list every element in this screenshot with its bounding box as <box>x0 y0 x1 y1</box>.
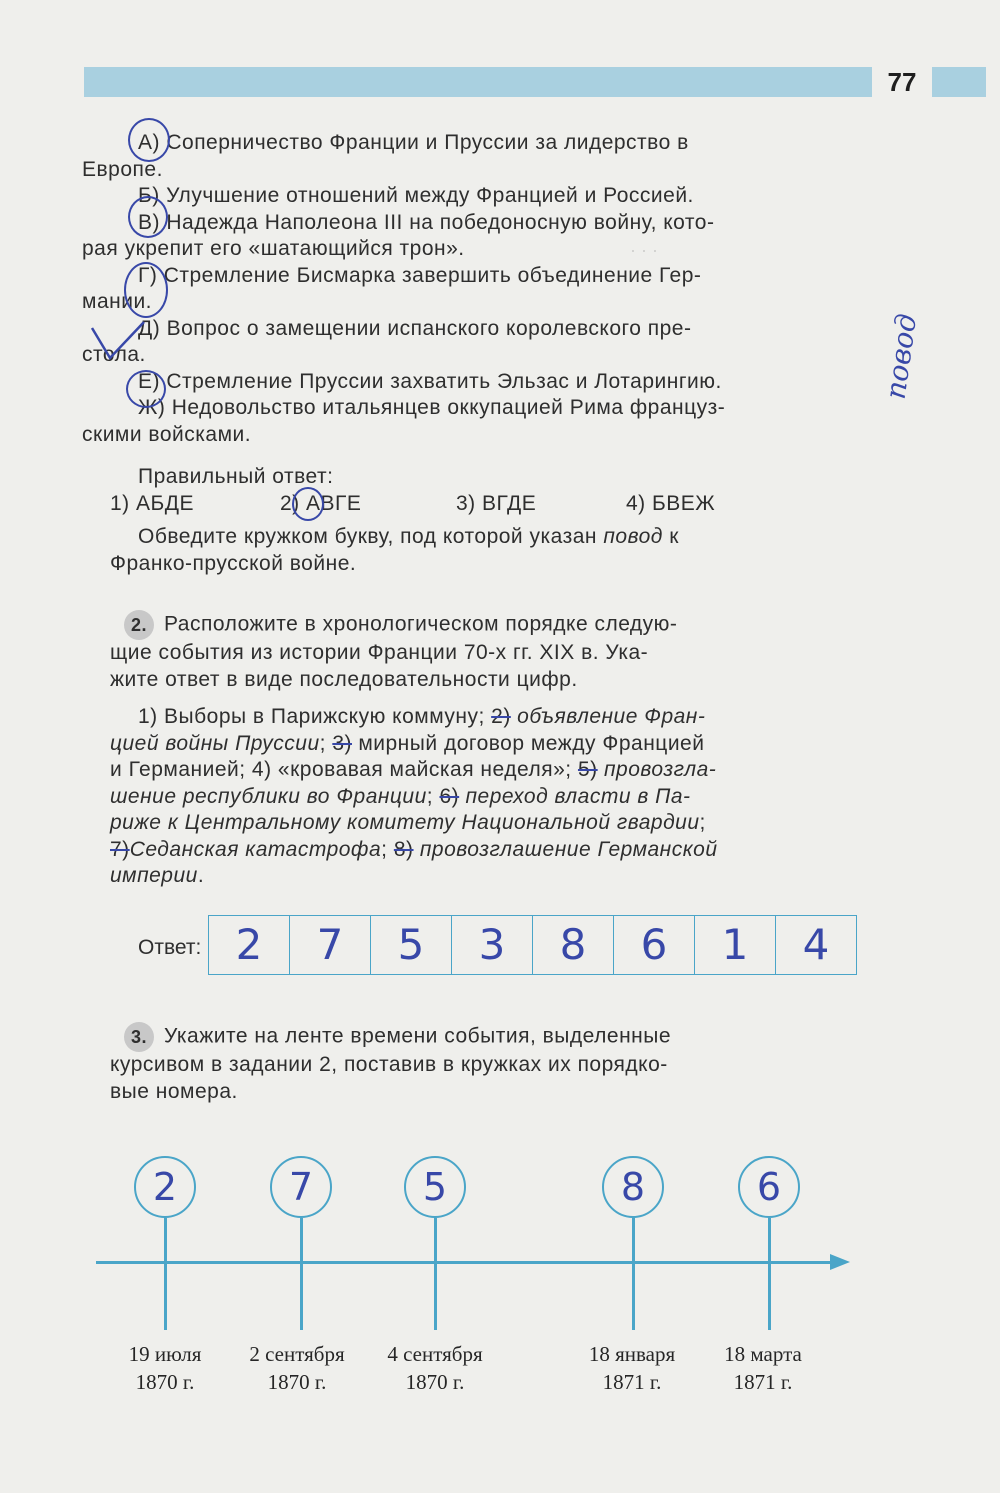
date-day: 19 июля <box>128 1342 202 1366</box>
event-number: 8) <box>393 837 414 861</box>
event-number: 5) <box>577 758 598 781</box>
prompt-text: вые номера. <box>110 1079 238 1103</box>
option-text: Улучшение отношений между Францией и Россией. <box>166 184 694 207</box>
instruction-italic: повод <box>603 525 663 548</box>
answer-choice: 4) БВЕЖ <box>626 491 716 515</box>
event-5: провозгла- <box>597 758 717 781</box>
option-cont: скими войсками. <box>82 422 252 446</box>
timeline-tick <box>632 1218 635 1330</box>
timeline-tick <box>434 1218 437 1330</box>
answer-cell[interactable]: 6 <box>614 916 695 974</box>
timeline-date <box>557 1340 707 1396</box>
event-1: 1) Выборы в Парижскую коммуну; <box>138 705 492 728</box>
pen-circle-e <box>126 370 166 408</box>
answer-cell[interactable]: 4 <box>802 920 830 969</box>
event-3-4: и Германией; 4) «кровавая майская неделя»; <box>110 758 578 781</box>
timeline-circle[interactable]: 7 <box>270 1156 332 1218</box>
pen-checkmark-icon <box>88 318 148 364</box>
date-day: 18 марта <box>724 1342 802 1366</box>
answer-choice: 3) ВГДЕ <box>456 491 537 515</box>
answer-cell[interactable]: 3 <box>452 916 533 974</box>
option-cont: Европе. <box>82 157 163 181</box>
answer-choice: 1) АБДЕ <box>110 491 195 515</box>
date-year: 1871 г. <box>602 1370 662 1394</box>
task2-prompt <box>110 610 880 693</box>
pen-circle-v <box>128 196 168 238</box>
timeline-date <box>360 1340 510 1396</box>
option-letter: А) <box>138 131 160 154</box>
option-letter: Г) <box>138 263 158 287</box>
timeline-date <box>222 1340 372 1396</box>
event-6: переход власти в Па- <box>459 784 691 808</box>
answer-cell[interactable]: 8 <box>533 916 614 974</box>
timeline-circle[interactable]: 6 <box>738 1156 800 1218</box>
option-text: Надежда Наполеона III на победоносную войну, кото- <box>166 210 715 234</box>
task1-instruction <box>110 524 880 577</box>
instruction-text: Обведите кружком букву, под которой указан <box>138 525 604 548</box>
handwritten-note: повод <box>878 311 924 402</box>
timeline-date <box>90 1340 240 1396</box>
timeline-circle[interactable]: 8 <box>602 1156 664 1218</box>
prompt-text: Укажите на ленте времени события, выделенные <box>164 1024 672 1048</box>
pen-circle-g <box>124 262 168 318</box>
prompt-text: жите ответ в виде последовательности цифр. <box>110 667 578 691</box>
option-letter: Д) <box>138 316 161 340</box>
option-text: Недовольство итальянцев оккупацией Рима француз- <box>171 396 726 419</box>
timeline-tick <box>300 1218 303 1330</box>
answer-cell[interactable]: 2 <box>209 916 290 974</box>
event-2: цией войны Пруссии <box>110 731 320 755</box>
instruction-text: к <box>662 525 679 548</box>
date-year: 1871 г. <box>733 1370 793 1394</box>
bleed-through: · · · <box>630 240 658 260</box>
instruction-text: Франко-прусской войне. <box>110 551 357 575</box>
answer-choice: 2) АВГЕ <box>280 491 362 515</box>
timeline-circle[interactable]: 5 <box>404 1156 466 1218</box>
option-letter: Е) <box>138 369 160 393</box>
pen-circle-answer <box>292 487 324 521</box>
date-day: 18 января <box>588 1342 676 1366</box>
pen-circle-a <box>128 118 170 162</box>
option-letter: Б) <box>138 184 160 207</box>
option-letter: Ж) <box>138 396 166 419</box>
event-5: шение республики во Франции <box>110 784 427 808</box>
event-3: мирный договор между Францией <box>352 731 705 755</box>
correct-answer-block <box>110 464 878 517</box>
prompt-text: курсивом в задании 2, поставив в кружках их порядко- <box>110 1053 668 1076</box>
event-2: объявление Фран- <box>510 705 706 728</box>
option-cont: рая укрепит его «шатающийся трон». <box>82 237 465 260</box>
answer-grid <box>208 915 857 975</box>
event-number: 7) <box>110 837 130 861</box>
prompt-text: щие события из истории Франции 70-х гг. XIX в. Ука- <box>110 641 649 664</box>
date-day: 2 сентября <box>249 1342 345 1366</box>
event-number: 3) <box>332 731 352 755</box>
task2-number: 2. <box>124 610 154 640</box>
timeline-tick <box>768 1218 771 1330</box>
option-cont: мании. <box>82 290 153 313</box>
option-text: Соперничество Франции и Пруссии за лидерство в <box>166 131 689 154</box>
prompt-text: Расположите в хронологическом порядке следую- <box>164 612 678 636</box>
header-band <box>84 67 986 97</box>
task3-prompt <box>110 1022 880 1105</box>
answer-cell[interactable]: 1 <box>695 916 776 974</box>
option-cont: стола. <box>82 343 146 366</box>
answer-cell[interactable]: 7 <box>290 916 371 974</box>
timeline-axis <box>96 1261 836 1264</box>
option-text: Стремление Бисмарка завершить объединение Гер- <box>163 263 702 287</box>
event-8: провозглашение Германской <box>413 837 718 861</box>
event-7: Седанская катастрофа <box>129 837 382 861</box>
date-year: 1870 г. <box>405 1370 465 1394</box>
page-number: 77 <box>872 62 932 102</box>
answer-cell[interactable]: 5 <box>371 916 452 974</box>
task3-number: 3. <box>124 1022 154 1052</box>
event-number: 6) <box>439 784 460 808</box>
option-text: Стремление Пруссии захватить Эльзас и Лотарингию. <box>166 369 722 393</box>
timeline-date <box>688 1340 838 1396</box>
timeline-tick <box>164 1218 167 1330</box>
task2-events: 1) Выборы в Парижскую коммуну; 2) объявление Фран- цией войны Пруссии; 3) мирный договор между Францией и Германией; 4) «кровавая майская неделя»; 5) провозгла- шение республики во Франции; 6) переход власти в Па- риже к Центральному комитету Национальной гвардии; 7)Седанская катастрофа; 8) провозглашение Германской империи. <box>110 705 718 887</box>
event-number: 2) <box>491 705 511 728</box>
date-year: 1870 г. <box>267 1370 327 1394</box>
date-day: 4 сентября <box>387 1342 483 1366</box>
timeline-arrow-icon <box>830 1254 850 1270</box>
option-text: Вопрос о замещении испанского королевского пре- <box>166 316 692 340</box>
date-year: 1870 г. <box>135 1370 195 1394</box>
timeline-circle[interactable]: 2 <box>134 1156 196 1218</box>
option-letter: В) <box>138 210 160 234</box>
event-6: риже к Центральному комитету Национальной гвардии <box>110 811 700 834</box>
task1-options <box>82 130 878 448</box>
correct-label: Правильный ответ: <box>138 465 334 488</box>
answer-label: Ответ: <box>138 936 202 959</box>
event-8: империи <box>110 864 198 887</box>
